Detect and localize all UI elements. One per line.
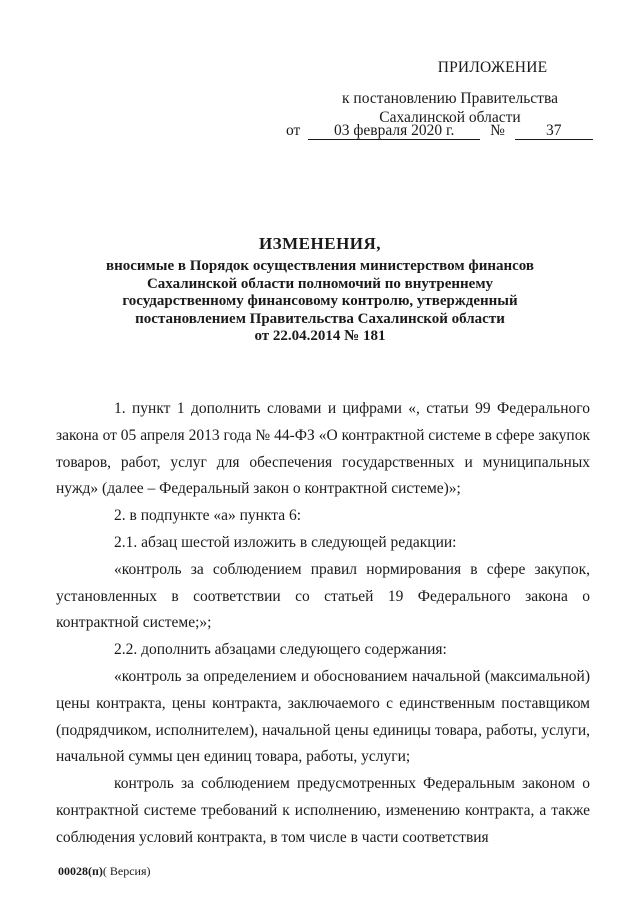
heading-subtitle-line: от 22.04.2014 № 181 <box>254 328 386 344</box>
heading-subtitle-line: государственному финансовому контролю, утвержденный <box>122 293 518 309</box>
heading-subtitle-line: Сахалинской области полномочий по внутреннему <box>146 275 494 292</box>
body-paragraph: контроль за соблюдением предусмотренных Федеральным законом о контрактной системе требований к исполнению, изменению контракта, а также соблюдения условий контракта, в том числе в части соответствия <box>56 775 590 846</box>
body-paragraph: 2.2. дополнить абзацами следующего содержания: <box>114 641 447 659</box>
body-paragraph: 1. пункт 1 дополнить словами и цифрами «, статьи 99 Федерального закона от 05 апреля 2013 года № 44-ФЗ «О контрактной системе в сфере закупок товаров, работ, услуг для обеспечения государственных и муниципальных нужд» (далее – Федеральный закон о контрактной системе)»; <box>56 400 590 498</box>
document-number: 37 <box>515 122 593 140</box>
body-paragraph: «контроль за определением и обоснованием начальной (максимальной) цены контракта, цены контракта, заключаемого с единственным поставщиком (подрядчиком, исполнителем), начальной цены единицы товара, работы, услуги, начальной суммы цен единиц товара, работы, услуги; <box>56 667 590 766</box>
body-paragraph: 2. в подпункте «а» пункта 6: <box>114 507 302 525</box>
document-date: 03 февраля 2020 г. <box>308 122 480 140</box>
appendix-block <box>280 58 600 127</box>
document-body <box>56 396 590 852</box>
number-sign: № <box>490 122 505 139</box>
appendix-ref-line2: Сахалинской области <box>379 109 521 126</box>
appendix-title: ПРИЛОЖЕНИЕ <box>437 59 548 76</box>
page-footer <box>58 864 151 879</box>
body-paragraph: 2.1. абзац шестой изложить в следующей редакции: <box>114 533 457 551</box>
document-heading <box>70 234 570 346</box>
appendix-ref-line1: к постановлению Правительства <box>342 90 558 107</box>
heading-subtitle-line: вносимые в Порядок осуществления министерством финансов <box>105 258 535 274</box>
heading-subtitle-line: постановлением Правительства Сахалинской области <box>135 310 505 327</box>
document-date-row <box>286 121 616 140</box>
date-prefix: от <box>286 122 301 139</box>
heading-title: ИЗМЕНЕНИЯ, <box>258 234 382 253</box>
footer-version: ( Версия) <box>102 864 151 878</box>
footer-code: 00028(п) <box>58 864 103 878</box>
body-paragraph: «контроль за соблюдением правил нормирования в сфере закупок, установленных в соответствии со статьей 19 Федерального закона о контрактной системе;»; <box>56 560 590 632</box>
